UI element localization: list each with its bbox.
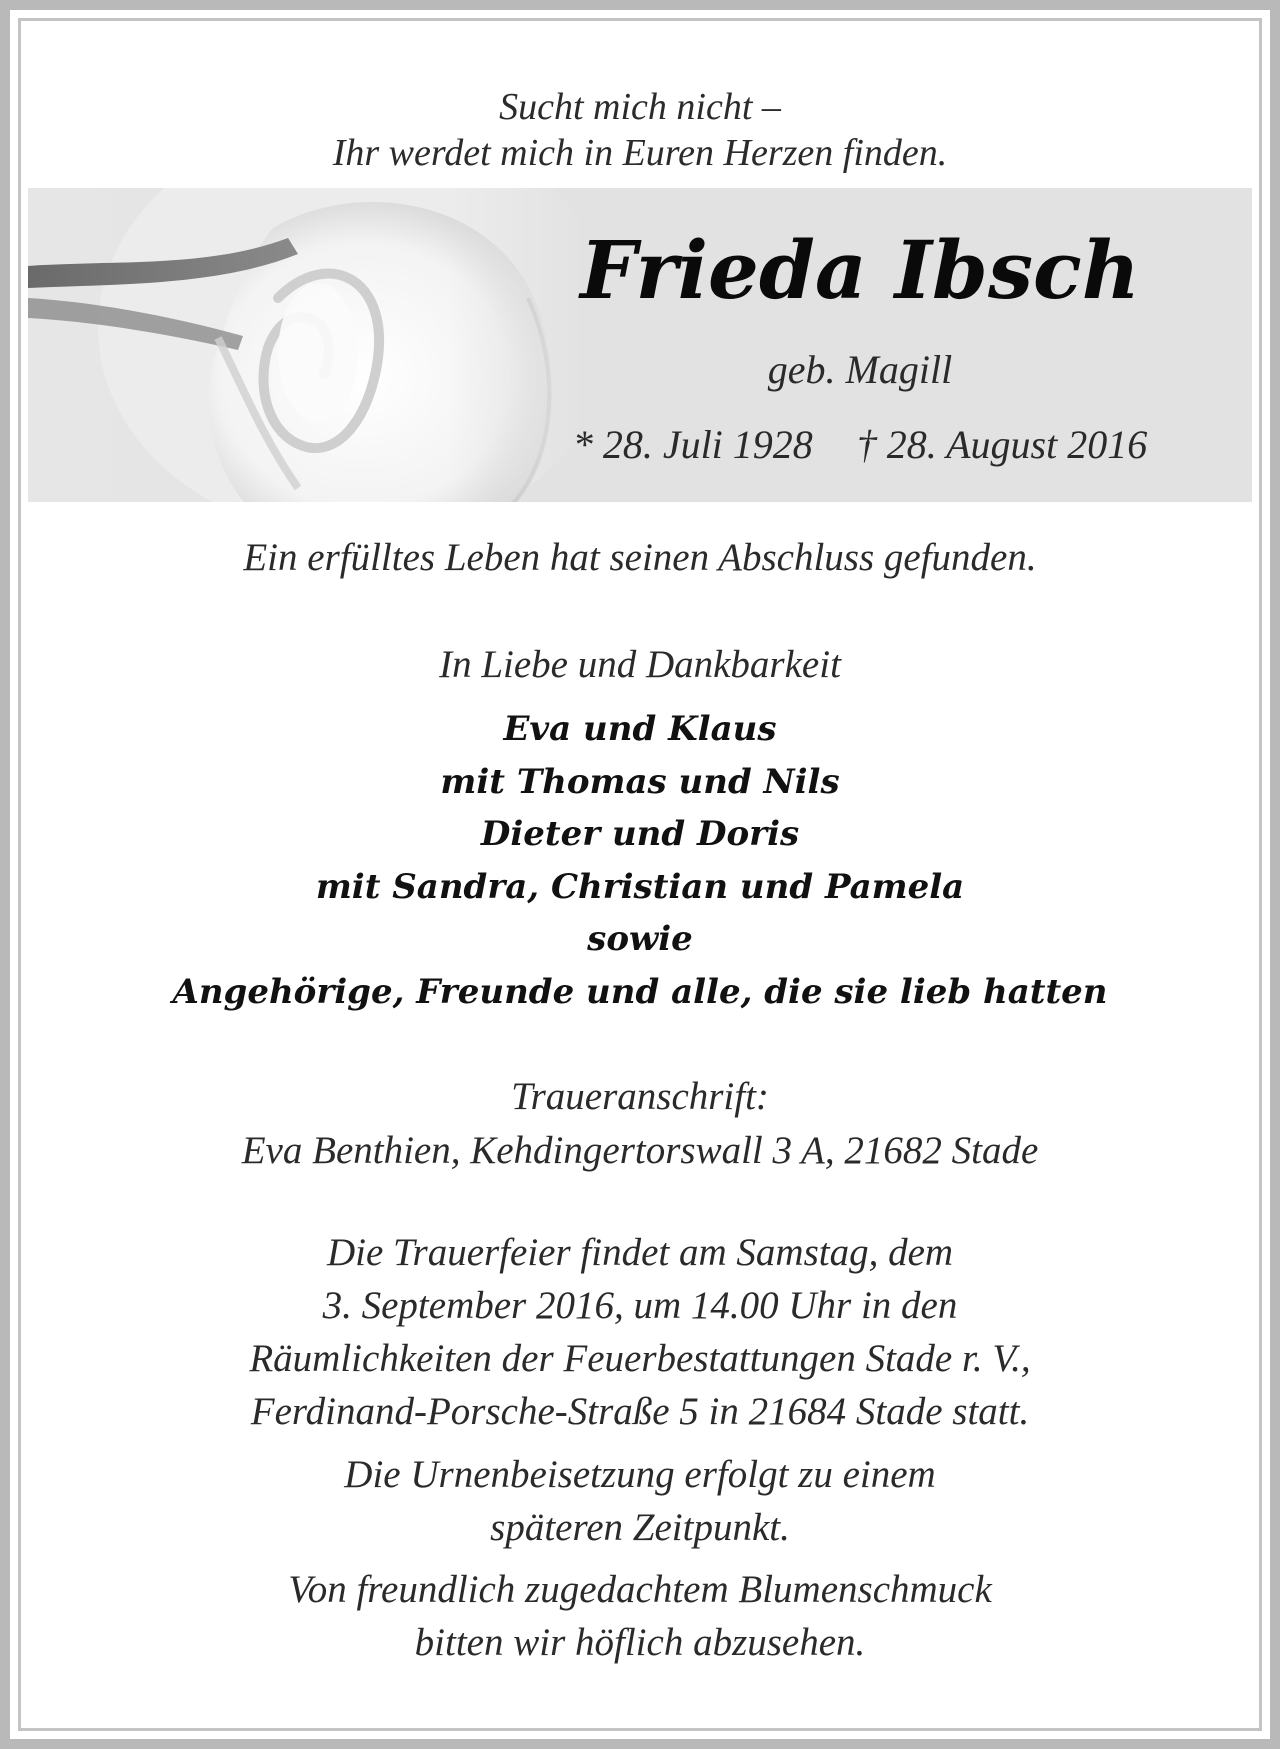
mourner-line: mit Sandra, Christian und Pamela (315, 866, 965, 907)
flowers-line: bitten wir höflich abzusehen. (414, 1621, 866, 1664)
ceremony-line: Räumlichkeiten der Feuerbestattungen Stade r. V., (249, 1337, 1031, 1380)
deceased-name: Frieda Ibsch (580, 223, 1140, 317)
ceremony-line: 3. September 2016, um 14.00 Uhr in den (322, 1284, 958, 1327)
ceremony-line: Die Trauerfeier findet am Samstag, dem (326, 1231, 954, 1274)
urn-info (0, 1448, 1280, 1554)
mourner-line: Dieter und Doris (480, 814, 800, 854)
mourner-line: sowie (587, 919, 693, 959)
mourner-line: Angehörige, Freunde und alle, die sie lieb hatten (172, 971, 1108, 1012)
birth-date: * 28. Juli 1928 (572, 422, 813, 467)
motto-line: Ihr werdet mich in Euren Herzen finden. (332, 132, 948, 174)
mourner-line: Eva und Klaus (503, 709, 777, 749)
ceremony-line: Ferdinand-Porsche-Straße 5 in 21684 Stade statt. (250, 1390, 1030, 1433)
mourners-list (0, 703, 1280, 1018)
lead-text: Ein erfülltes Leben hat seinen Abschluss gefunden. (243, 536, 1037, 579)
maiden-name: geb. Magill (767, 347, 953, 392)
address-label: Traueranschrift: (511, 1075, 769, 1118)
flowers-line: Von freundlich zugedachtem Blumenschmuck (288, 1568, 992, 1611)
motto-line: Sucht mich nicht – (499, 86, 781, 128)
death-date: † 28. August 2016 (856, 422, 1148, 467)
life-dates (440, 420, 1280, 470)
mourning-address (0, 1070, 1280, 1178)
closing-phrase: In Liebe und Dankbarkeit (439, 643, 841, 686)
mourner-line: mit Thomas und Nils (440, 761, 840, 802)
urn-line: späteren Zeitpunkt. (490, 1506, 790, 1549)
flowers-note (0, 1563, 1280, 1669)
urn-line: Die Urnenbeisetzung erfolgt zu einem (344, 1453, 936, 1496)
ceremony-info (0, 1226, 1280, 1438)
address-value: Eva Benthien, Kehdingertorswall 3 A, 21682 Stade (241, 1129, 1039, 1172)
motto (0, 84, 1280, 176)
